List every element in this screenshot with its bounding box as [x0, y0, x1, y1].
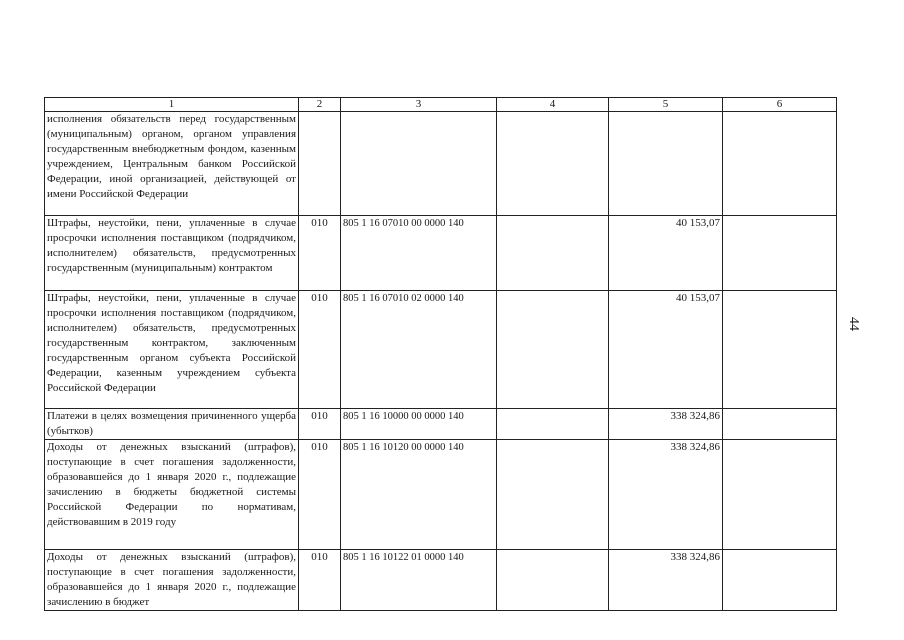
row-name: Доходы от денежных взысканий (штрафов), поступающие в счет погашения задолженности, образовавшейся до 1 января 2020 г., подлежащие зачислению в бюджет [45, 550, 299, 611]
row-col4 [497, 112, 609, 216]
header-col-6: 6 [723, 98, 837, 112]
row-col6 [723, 440, 837, 550]
header-col-2: 2 [299, 98, 341, 112]
table-row [45, 550, 837, 611]
report-table [44, 97, 837, 611]
row-name: Штрафы, неустойки, пени, уплаченные в случае просрочки исполнения поставщиком (подрядчиком, исполнителем) обязательств, предусмотренных государственным (муниципальным) контрактом [45, 216, 299, 291]
row-code: 010 [299, 440, 341, 550]
row-amount: 338 324,86 [609, 409, 723, 440]
row-col6 [723, 409, 837, 440]
page-number: 44 [846, 317, 861, 331]
row-col4 [497, 440, 609, 550]
row-amount: 40 153,07 [609, 291, 723, 409]
header-col-5: 5 [609, 98, 723, 112]
row-col6 [723, 550, 837, 611]
header-row [45, 98, 837, 112]
row-amount [609, 112, 723, 216]
row-col4 [497, 291, 609, 409]
row-kbk: 805 1 16 10122 01 0000 140 [341, 550, 497, 611]
row-col4 [497, 550, 609, 611]
row-code: 010 [299, 291, 341, 409]
header-col-4: 4 [497, 98, 609, 112]
row-amount: 338 324,86 [609, 440, 723, 550]
row-code: 010 [299, 216, 341, 291]
table-row [45, 291, 837, 409]
row-col4 [497, 409, 609, 440]
row-kbk: 805 1 16 07010 02 0000 140 [341, 291, 497, 409]
row-code: 010 [299, 550, 341, 611]
row-kbk: 805 1 16 07010 00 0000 140 [341, 216, 497, 291]
header-col-3: 3 [341, 98, 497, 112]
row-name: Платежи в целях возмещения причиненного ущерба (убытков) [45, 409, 299, 440]
row-col4 [497, 216, 609, 291]
row-amount: 338 324,86 [609, 550, 723, 611]
row-kbk: 805 1 16 10000 00 0000 140 [341, 409, 497, 440]
table-row [45, 112, 837, 216]
row-col6 [723, 291, 837, 409]
row-kbk: 805 1 16 10120 00 0000 140 [341, 440, 497, 550]
row-amount: 40 153,07 [609, 216, 723, 291]
table-row [45, 440, 837, 550]
row-name: исполнения обязательств перед государственным (муниципальным) органом, органом управления государственным внебюджетным фондом, казенным учреждением, Центральным банком Российской Федерации, иной организацией, действующей от имени Российской Федерации [45, 112, 299, 216]
row-code: 010 [299, 409, 341, 440]
row-col6 [723, 112, 837, 216]
table-row [45, 409, 837, 440]
row-code [299, 112, 341, 216]
row-col6 [723, 216, 837, 291]
table-row [45, 216, 837, 291]
header-col-1: 1 [45, 98, 299, 112]
row-name: Доходы от денежных взысканий (штрафов), поступающие в счет погашения задолженности, образовавшейся до 1 января 2020 г., подлежащие зачислению в бюджеты бюджетной системы Российской Федерации по нормативам, действовавшим в 2019 году [45, 440, 299, 550]
row-name: Штрафы, неустойки, пени, уплаченные в случае просрочки исполнения поставщиком (подрядчиком, исполнителем) обязательств, предусмотренных государственным контрактом, заключенным государственным органом субъекта Российской Федерации, казенным учреждением субъекта Российской Федерации [45, 291, 299, 409]
row-kbk [341, 112, 497, 216]
